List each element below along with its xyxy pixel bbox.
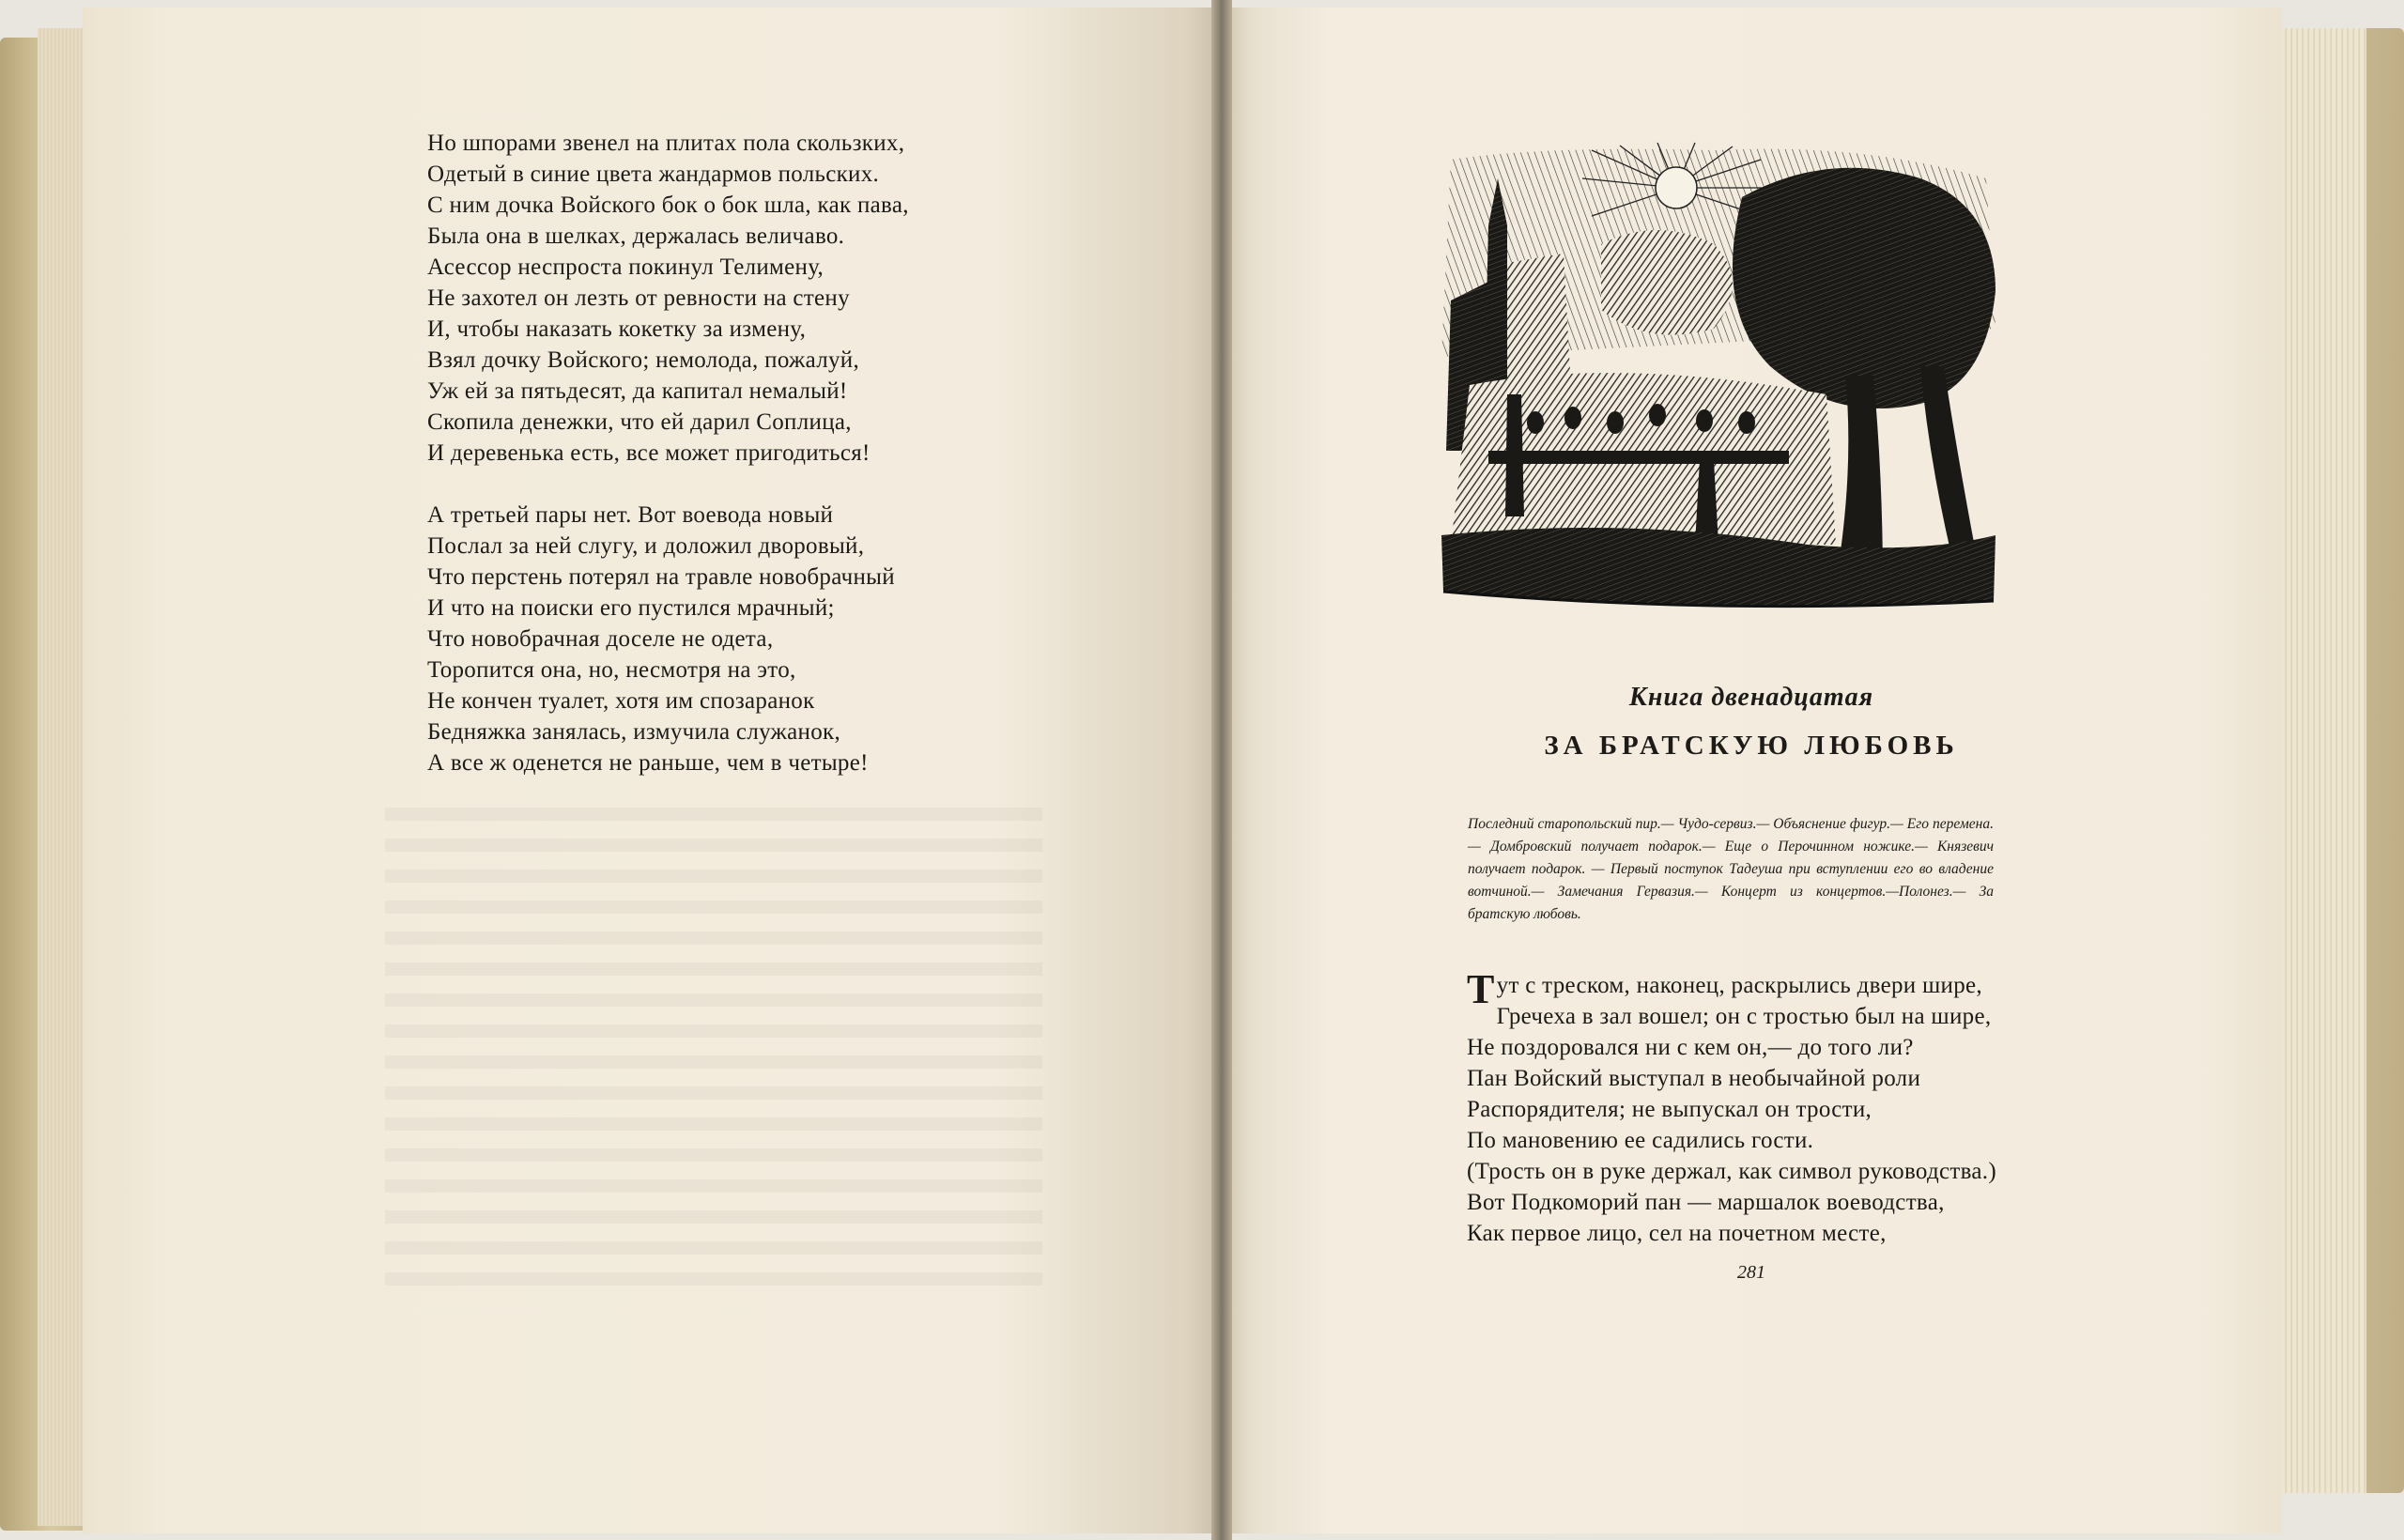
- verse-line: С ним дочка Войского бок о бок шла, как пава,: [427, 192, 909, 218]
- verse-first-line: [1467, 966, 1996, 1012]
- left-page-verse: [427, 128, 909, 778]
- verse-line: Что новобрачная доселе не одета,: [427, 626, 774, 652]
- verse-line: Как первое лицо, сел на почетном месте,: [1467, 1221, 1887, 1246]
- verse-line: Но шпорами звенел на плитах пола скользких,: [427, 131, 905, 156]
- verse-line: Торопится она, но, несмотря на это,: [427, 657, 796, 683]
- verse-line: Асессор неспроста покинул Телимену,: [427, 254, 824, 280]
- page-edges-right: [2282, 28, 2366, 1493]
- book-gutter: [1211, 0, 1232, 1540]
- verse-line: (Трость он в руке держал, как символ руководства.): [1467, 1159, 1996, 1184]
- verse-line: Послал за ней слугу, и доложил дворовый,: [427, 533, 865, 559]
- verse-line: ут с треском, наконец, раскрылись двери шире,: [1496, 973, 1982, 998]
- verse-line: Распорядителя; не выпускал он трости,: [1467, 1097, 1872, 1122]
- verse-line: Пан Войский выступал в необычайной роли: [1467, 1066, 1921, 1091]
- verse-line: Не кончен туалет, хотя им спозаранок: [427, 688, 815, 714]
- verse-line: Не захотел он лезть от ревности на стену: [427, 285, 850, 311]
- engraving-illustration: [1432, 141, 2005, 620]
- verse-line: А все ж оденется не раньше, чем в четыре!: [427, 750, 869, 776]
- verse-line: Скопила денежки, что ей дарил Соплица,: [427, 409, 852, 435]
- chapter-title: ЗА БРАТСКУЮ ЛЮБОВЬ: [1544, 731, 1959, 761]
- verse-line: Взял дочку Войского; немолода, пожалуй,: [427, 347, 860, 373]
- verse-line: И деревенька есть, все может пригодиться!: [427, 440, 871, 466]
- ground: [1441, 528, 1996, 607]
- show-through-text: [385, 808, 1042, 1296]
- verse-line: По мановению ее садились гости.: [1467, 1128, 1814, 1153]
- verse-line: Уж ей за пятьдесят, да капитал немалый!: [427, 378, 848, 404]
- sun: [1656, 167, 1697, 208]
- verse-line: Что перстень потерял на травле новобрачный: [427, 564, 895, 590]
- verse-line: Вот Подкоморий пан — маршалок воеводства,: [1467, 1190, 1945, 1215]
- tree-canopy: [1733, 168, 1996, 408]
- page-number: 281: [1737, 1262, 1765, 1283]
- verse-line: Не поздоровался ни с кем он,— до того ли?: [1467, 1035, 1914, 1060]
- verse-line: Бедняжка занялась, измучила служанок,: [427, 719, 841, 745]
- verse-line: А третьей пары нет. Вот воевода новый: [427, 502, 834, 528]
- right-page-verse: [1467, 966, 1996, 1249]
- drop-cap: Т: [1467, 966, 1495, 1012]
- chapter-summary: Последний старопольский пир.— Чудо-сервиз.— Объяснение фигур.— Его перемена.— Домбровский получает подарок.— Еще о Перочинном ножике.— Князевич получает подарок. — Первый поступок Тадеуша при вступлении его во владение вотчиной.— Замечания Гервазия.— Концерт из концертов.—Полонез.— За братскую любовь.: [1468, 816, 1994, 922]
- book-title: Книга двенадцатая: [1628, 683, 1874, 712]
- verse-line: Одетый в синие цвета жандармов польских.: [427, 162, 880, 187]
- verse-line: И что на поиски его пустился мрачный;: [427, 595, 835, 621]
- verse-line: Была она в шелках, держалась величаво.: [427, 223, 845, 249]
- banquet-table: [1488, 451, 1789, 464]
- verse-line: Гречеха в зал вошел; он с тростью был на шире,: [1496, 1004, 1992, 1029]
- stanza-gap: [427, 469, 909, 500]
- verse-line: И, чтобы наказать кокетку за измену,: [427, 316, 807, 342]
